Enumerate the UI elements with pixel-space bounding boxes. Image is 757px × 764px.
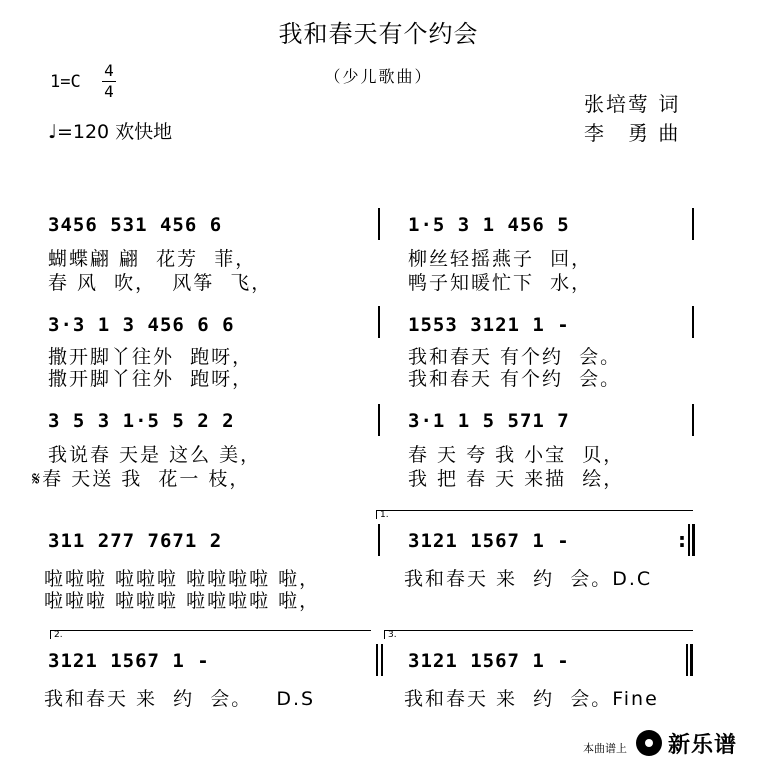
record-disc-icon xyxy=(636,730,662,756)
barline xyxy=(378,524,380,556)
notes-row1-left: 3456 531 456 6 xyxy=(48,214,223,236)
notes-row3-right: 3·1 1 5 571 7 xyxy=(408,410,570,432)
lyricist-credit: 张培莺 词 xyxy=(584,92,681,116)
lyrics-row5-right: 我和春天 来 约 会。Fine xyxy=(404,688,659,710)
time-signature-bottom: 4 xyxy=(104,82,114,101)
notes-row1-right: 1·5 3 1 456 5 xyxy=(408,214,570,236)
lyrics-row1-left-verse2: 春 风 吹， 风筝 飞， xyxy=(48,272,273,294)
final-barline xyxy=(690,644,693,676)
notes-row4-left: 311 277 7671 2 xyxy=(48,530,223,552)
lyrics-row2-left-verse2: 撒开脚丫往外 跑呀， xyxy=(48,368,254,390)
song-subtitle: （少儿歌曲） xyxy=(324,67,433,86)
barline xyxy=(692,306,694,338)
key-signature: 1=C xyxy=(50,72,81,92)
lyrics-row2-left-verse1: 撒开脚丫往外 跑呀， xyxy=(48,346,254,368)
notes-row2-left: 3·3 1 3 456 6 6 xyxy=(48,314,235,336)
barline xyxy=(692,404,694,436)
site-logo: 新乐谱 xyxy=(668,733,738,758)
lyrics-row2-right-verse2: 我和春天 有个约 会。 xyxy=(408,368,622,390)
lyrics-row3-right-verse1: 春 天 夸 我 小宝 贝， xyxy=(408,444,625,466)
notes-row4-right: 3121 1567 1 - xyxy=(408,530,570,552)
volta-label-3: 3. xyxy=(388,630,397,640)
notes-row5-right: 3121 1567 1 - xyxy=(408,650,570,672)
lyrics-row3-left-verse1: 我说春 天是 这么 美， xyxy=(48,444,262,466)
time-signature xyxy=(102,62,116,101)
lyrics-row4-right: 我和春天 来 约 会。D.C xyxy=(404,568,653,590)
notes-row5-left: 3121 1567 1 - xyxy=(48,650,210,672)
tempo-marking: ♩=120 欢快地 xyxy=(48,121,173,143)
barline xyxy=(686,644,688,676)
footer-caption: 本曲谱上 xyxy=(583,742,627,755)
barline xyxy=(378,404,380,436)
notes-row2-right: 1553 3121 1 - xyxy=(408,314,570,336)
barline xyxy=(688,524,690,556)
notes-row3-left: 3 5 3 1·5 5 2 2 xyxy=(48,410,235,432)
time-signature-top: 4 xyxy=(104,61,114,80)
lyrics-row4-left-verse1: 啦啦啦 啦啦啦 啦啦啦啦 啦， xyxy=(44,568,321,590)
volta-bracket-1 xyxy=(376,510,693,519)
volta-bracket-2 xyxy=(50,630,371,639)
song-title: 我和春天有个约会 xyxy=(278,20,479,48)
lyrics-row3-left-verse2: 𝄋春 天送 我 花一 枝， xyxy=(32,468,251,490)
barline xyxy=(692,208,694,240)
composer-credit: 李 勇 曲 xyxy=(584,121,681,145)
barline xyxy=(378,208,380,240)
volta-label-1: 1. xyxy=(380,510,389,520)
volta-bracket-3 xyxy=(384,630,693,639)
lyrics-row5-left: 我和春天 来 约 会。 D.S xyxy=(44,688,316,710)
lyrics-row1-left-verse1: 蝴蝶翩 翩 花芳 菲， xyxy=(48,248,257,270)
repeat-dots: : xyxy=(678,528,686,552)
lyrics-row3-right-verse2: 我 把 春 天 来描 绘， xyxy=(408,468,625,490)
lyrics-row1-right-verse1: 柳丝轻摇燕子 回， xyxy=(408,248,593,270)
barline xyxy=(381,644,383,676)
barline xyxy=(376,644,378,676)
lyrics-row1-right-verse2: 鸭子知暖忙下 水， xyxy=(408,272,593,294)
lyrics-row4-left-verse2: 啦啦啦 啦啦啦 啦啦啦啦 啦， xyxy=(44,590,321,612)
repeat-barline xyxy=(692,524,695,556)
volta-label-2: 2. xyxy=(54,630,63,640)
lyrics-row2-right-verse1: 我和春天 有个约 会。 xyxy=(408,346,622,368)
barline xyxy=(378,306,380,338)
